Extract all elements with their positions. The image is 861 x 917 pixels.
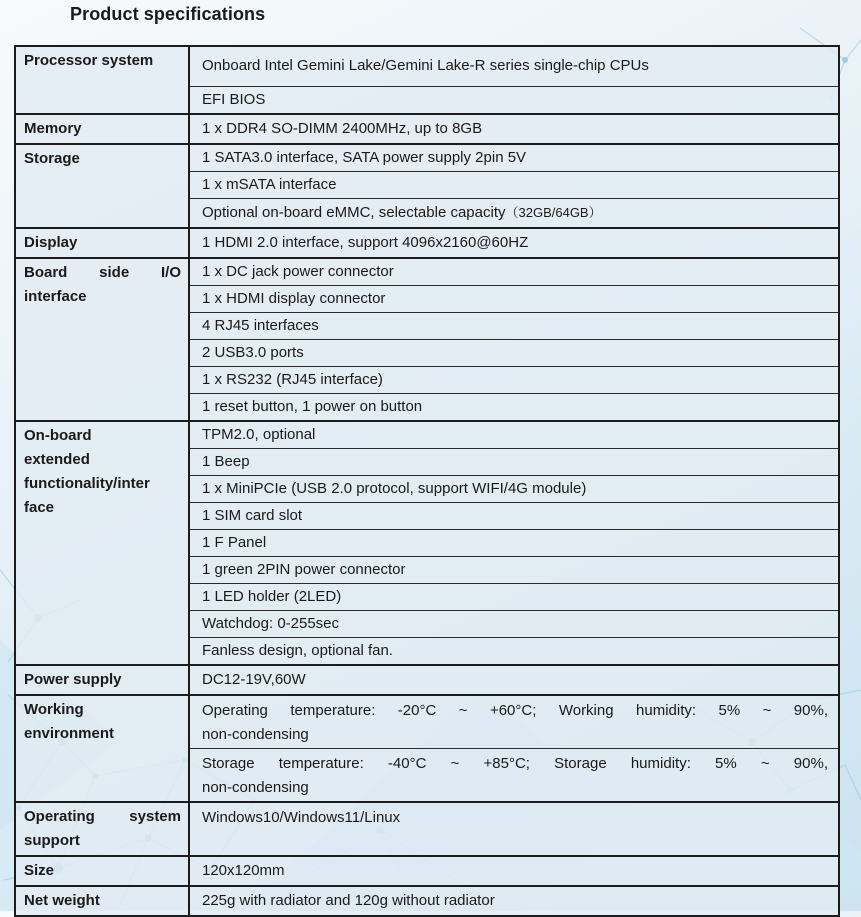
spec-value-line: Windows10/Windows11/Linux bbox=[202, 809, 401, 826]
spec-value-line: Storage temperature: -40°C ~ +85°C; Storage humidity: 5% ~ 90%, bbox=[202, 755, 828, 772]
spec-value-line: 1 x mSATA interface bbox=[202, 175, 337, 193]
spec-label-line: support bbox=[24, 832, 80, 849]
spec-value bbox=[189, 144, 839, 172]
spec-value bbox=[189, 286, 839, 313]
spec-value bbox=[189, 46, 839, 86]
spec-value bbox=[189, 611, 839, 638]
spec-value-line: 1 x DDR4 SO-DIMM 2400MHz, up to 8GB bbox=[202, 119, 483, 137]
spec-value-line: EFI BIOS bbox=[202, 90, 266, 108]
spec-value-line: 1 SIM card slot bbox=[202, 507, 303, 524]
spec-value-line: Optional on-board eMMC, selectable capacity bbox=[202, 203, 506, 221]
spec-value-line: non-condensing bbox=[202, 779, 309, 796]
spec-value-line: 120x120mm bbox=[202, 862, 285, 879]
spec-value-line: 1 LED holder (2LED) bbox=[202, 588, 342, 605]
spec-value-line: 1 x HDMI display connector bbox=[202, 290, 386, 307]
spec-label-line: Operating system bbox=[24, 808, 181, 825]
spec-value bbox=[189, 476, 839, 503]
spec-value-line: 2 USB3.0 ports bbox=[202, 344, 304, 361]
spec-value-line: 225g with radiator and 120g without radiator bbox=[202, 892, 495, 909]
spec-label-line: Power supply bbox=[24, 671, 122, 688]
spec-value-line: TPM2.0, optional bbox=[202, 426, 316, 443]
spec-value-line: 1 SATA3.0 interface, SATA power supply 2pin 5V bbox=[202, 148, 527, 166]
spec-label-display bbox=[15, 228, 189, 258]
spec-value bbox=[189, 557, 839, 584]
spec-value-line: 1 Beep bbox=[202, 453, 250, 470]
spec-label-line: Working bbox=[24, 701, 84, 718]
spec-label-line: Memory bbox=[24, 119, 82, 137]
spec-value bbox=[189, 313, 839, 340]
spec-value bbox=[189, 856, 839, 886]
spec-value bbox=[189, 530, 839, 557]
spec-table bbox=[14, 45, 840, 917]
spec-value-line: 1 x DC jack power connector bbox=[202, 263, 394, 280]
spec-label-line: environment bbox=[24, 725, 115, 742]
spec-value-line: 1 HDMI 2.0 interface, support 4096x2160@60HZ bbox=[202, 234, 529, 251]
spec-value bbox=[189, 886, 839, 916]
spec-label-line: functionality/inter bbox=[24, 475, 150, 492]
spec-value bbox=[189, 503, 839, 530]
spec-value bbox=[189, 258, 839, 286]
spec-value bbox=[189, 584, 839, 611]
spec-label-line: Size bbox=[24, 862, 55, 879]
spec-label-power-supply bbox=[15, 665, 189, 695]
spec-label-board-side-io-interface bbox=[15, 258, 189, 421]
spec-label-processor-system bbox=[15, 46, 189, 114]
spec-label-working-environment bbox=[15, 695, 189, 802]
spec-label-line: Net weight bbox=[24, 892, 100, 909]
spec-label-size bbox=[15, 856, 189, 886]
spec-value bbox=[189, 695, 839, 749]
spec-label-memory bbox=[15, 114, 189, 144]
spec-value-line: 1 F Panel bbox=[202, 534, 267, 551]
spec-value bbox=[189, 802, 839, 856]
spec-value-line: 1 x MiniPCIe (USB 2.0 protocol, support WIFI/4G module) bbox=[202, 480, 587, 497]
spec-value-line: non-condensing bbox=[202, 726, 309, 743]
spec-value-line: 4 RJ45 interfaces bbox=[202, 317, 319, 334]
spec-value-line: Fanless design, optional fan. bbox=[202, 642, 393, 659]
spec-label-line: Display bbox=[24, 234, 78, 251]
spec-label-line: interface bbox=[24, 288, 87, 305]
spec-value bbox=[189, 340, 839, 367]
spec-label-line: extended bbox=[24, 451, 90, 468]
spec-value-line: 1 x RS232 (RJ45 interface) bbox=[202, 371, 383, 388]
spec-value bbox=[189, 749, 839, 803]
spec-label-net-weight bbox=[15, 886, 189, 916]
spec-label-line: face bbox=[24, 499, 55, 516]
spec-value bbox=[189, 114, 839, 144]
spec-label-storage bbox=[15, 144, 189, 229]
spec-value bbox=[189, 198, 839, 228]
spec-label-line: Processor system bbox=[24, 52, 154, 69]
spec-label-line: Board side I/O bbox=[24, 264, 181, 281]
spec-value-line: 1 reset button, 1 power on button bbox=[202, 398, 423, 415]
spec-label-operating-system-support bbox=[15, 802, 189, 856]
spec-value-line: Operating temperature: -20°C ~ +60°C; Working humidity: 5% ~ 90%, bbox=[202, 702, 828, 719]
spec-value-line: Onboard Intel Gemini Lake/Gemini Lake-R series single-chip CPUs bbox=[202, 57, 649, 75]
spec-value bbox=[189, 171, 839, 198]
spec-value bbox=[189, 86, 839, 114]
spec-value bbox=[189, 367, 839, 394]
spec-value bbox=[189, 228, 839, 258]
spec-value-suffix: （32GB/64GB） bbox=[505, 204, 602, 220]
spec-value-line: DC12-19V,60W bbox=[202, 671, 306, 688]
spec-value bbox=[189, 449, 839, 476]
spec-value bbox=[189, 638, 839, 666]
spec-value bbox=[189, 665, 839, 695]
spec-value-line: Watchdog: 0-255sec bbox=[202, 615, 340, 632]
spec-label-onboard-extended-functionality bbox=[15, 421, 189, 665]
spec-value-line: 1 green 2PIN power connector bbox=[202, 561, 406, 578]
spec-value bbox=[189, 421, 839, 449]
page-title: Product specifications bbox=[70, 4, 266, 24]
spec-value bbox=[189, 394, 839, 422]
spec-label-line: On-board bbox=[24, 427, 92, 444]
spec-label-line: Storage bbox=[24, 149, 80, 167]
